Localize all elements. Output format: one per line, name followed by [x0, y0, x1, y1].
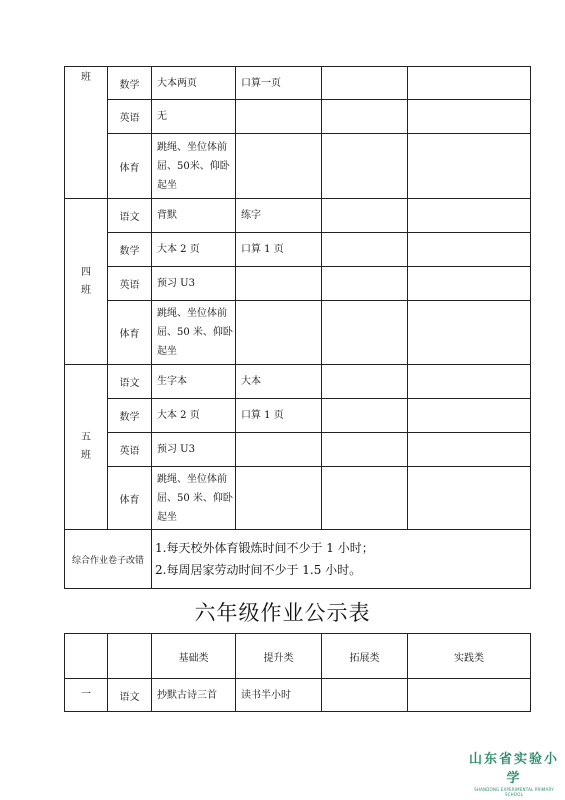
subject-cell: 英语 [108, 267, 152, 301]
extend-cell [322, 233, 408, 267]
extend-cell [322, 433, 408, 467]
basic-cell: 抄默古诗三首 [152, 679, 236, 712]
practice-cell [408, 267, 531, 301]
subject-cell: 数学 [108, 399, 152, 433]
practice-cell [408, 399, 531, 433]
advance-cell [236, 100, 322, 134]
header-extend: 拓展类 [322, 634, 408, 679]
subject-cell: 体育 [108, 467, 152, 530]
basic-cell: 背默 [152, 199, 236, 233]
subject-cell: 体育 [108, 301, 152, 365]
subject-cell: 语文 [108, 199, 152, 233]
header-blank-cell [65, 634, 108, 679]
advance-cell [236, 267, 322, 301]
header-advance: 提升类 [236, 634, 322, 679]
practice-cell [408, 433, 531, 467]
subject-cell: 英语 [108, 100, 152, 134]
class-label: 一 [65, 679, 108, 712]
extend-cell [322, 67, 408, 100]
header-practice: 实践类 [408, 634, 531, 679]
practice-cell [408, 233, 531, 267]
extend-cell [322, 365, 408, 399]
summary-line-2: 2.每周居家劳动时间不少于 1.5 小时。 [155, 563, 362, 577]
extend-cell [322, 199, 408, 233]
practice-cell [408, 134, 531, 199]
advance-cell [236, 134, 322, 199]
extend-cell [322, 267, 408, 301]
practice-cell [408, 301, 531, 365]
advance-cell: 大本 [236, 365, 322, 399]
advance-cell: 练字 [236, 199, 322, 233]
grade6-title: 六年级作业公示表 [194, 601, 371, 625]
extend-cell [322, 134, 408, 199]
class-label: 班 [65, 67, 108, 199]
school-logo [466, 748, 562, 797]
header-blank-cell [108, 634, 152, 679]
practice-cell [408, 67, 531, 100]
advance-cell [236, 301, 322, 365]
basic-cell: 大本两页 [152, 67, 236, 100]
basic-cell: 生字本 [152, 365, 236, 399]
advance-cell: 口算 1 页 [236, 399, 322, 433]
homework-table-top [64, 66, 531, 589]
subject-cell: 英语 [108, 433, 152, 467]
summary-line-1: 1.每天校外体育锻炼时间不少于 1 小时； [155, 541, 374, 555]
basic-cell: 预习 U3 [152, 433, 236, 467]
logo-english-text: SHANDONG EXPERIMENTAL PRIMARY SCHOOL [474, 787, 554, 797]
basic-cell: 大本 2 页 [152, 233, 236, 267]
subject-cell: 数学 [108, 67, 152, 100]
practice-cell [408, 467, 531, 530]
subject-cell: 数学 [108, 233, 152, 267]
header-basic: 基础类 [152, 634, 236, 679]
basic-cell: 跳绳、坐位体前屈、50 米、仰卧起坐 [152, 301, 236, 365]
practice-cell [408, 679, 531, 712]
advance-cell: 读书半小时 [236, 679, 322, 712]
subject-cell: 语文 [108, 365, 152, 399]
extend-cell [322, 679, 408, 712]
basic-cell: 预习 U3 [152, 267, 236, 301]
class-label: 五 班 [65, 365, 108, 530]
advance-cell: 口算 1 页 [236, 233, 322, 267]
advance-cell: 口算一页 [236, 67, 322, 100]
practice-cell [408, 199, 531, 233]
class-label: 四 班 [65, 199, 108, 365]
basic-cell: 大本 2 页 [152, 399, 236, 433]
basic-cell: 跳绳、坐位体前屈、50 米、仰卧起坐 [152, 467, 236, 530]
practice-cell [408, 100, 531, 134]
extend-cell [322, 301, 408, 365]
extend-cell [322, 467, 408, 530]
summary-label: 综合作业卷子改错 [65, 530, 152, 589]
homework-table-grade6 [64, 633, 531, 712]
advance-cell [236, 467, 322, 530]
basic-cell: 无 [152, 100, 236, 134]
subject-cell: 语文 [108, 679, 152, 712]
extend-cell [322, 399, 408, 433]
advance-cell [236, 433, 322, 467]
logo-chinese-text: 山东省实验小学 [468, 752, 559, 786]
summary-cell [152, 530, 531, 589]
practice-cell [408, 365, 531, 399]
basic-cell: 跳绳、坐位体前屈、50米、仰卧起坐 [152, 134, 236, 199]
subject-cell: 体育 [108, 134, 152, 199]
extend-cell [322, 100, 408, 134]
